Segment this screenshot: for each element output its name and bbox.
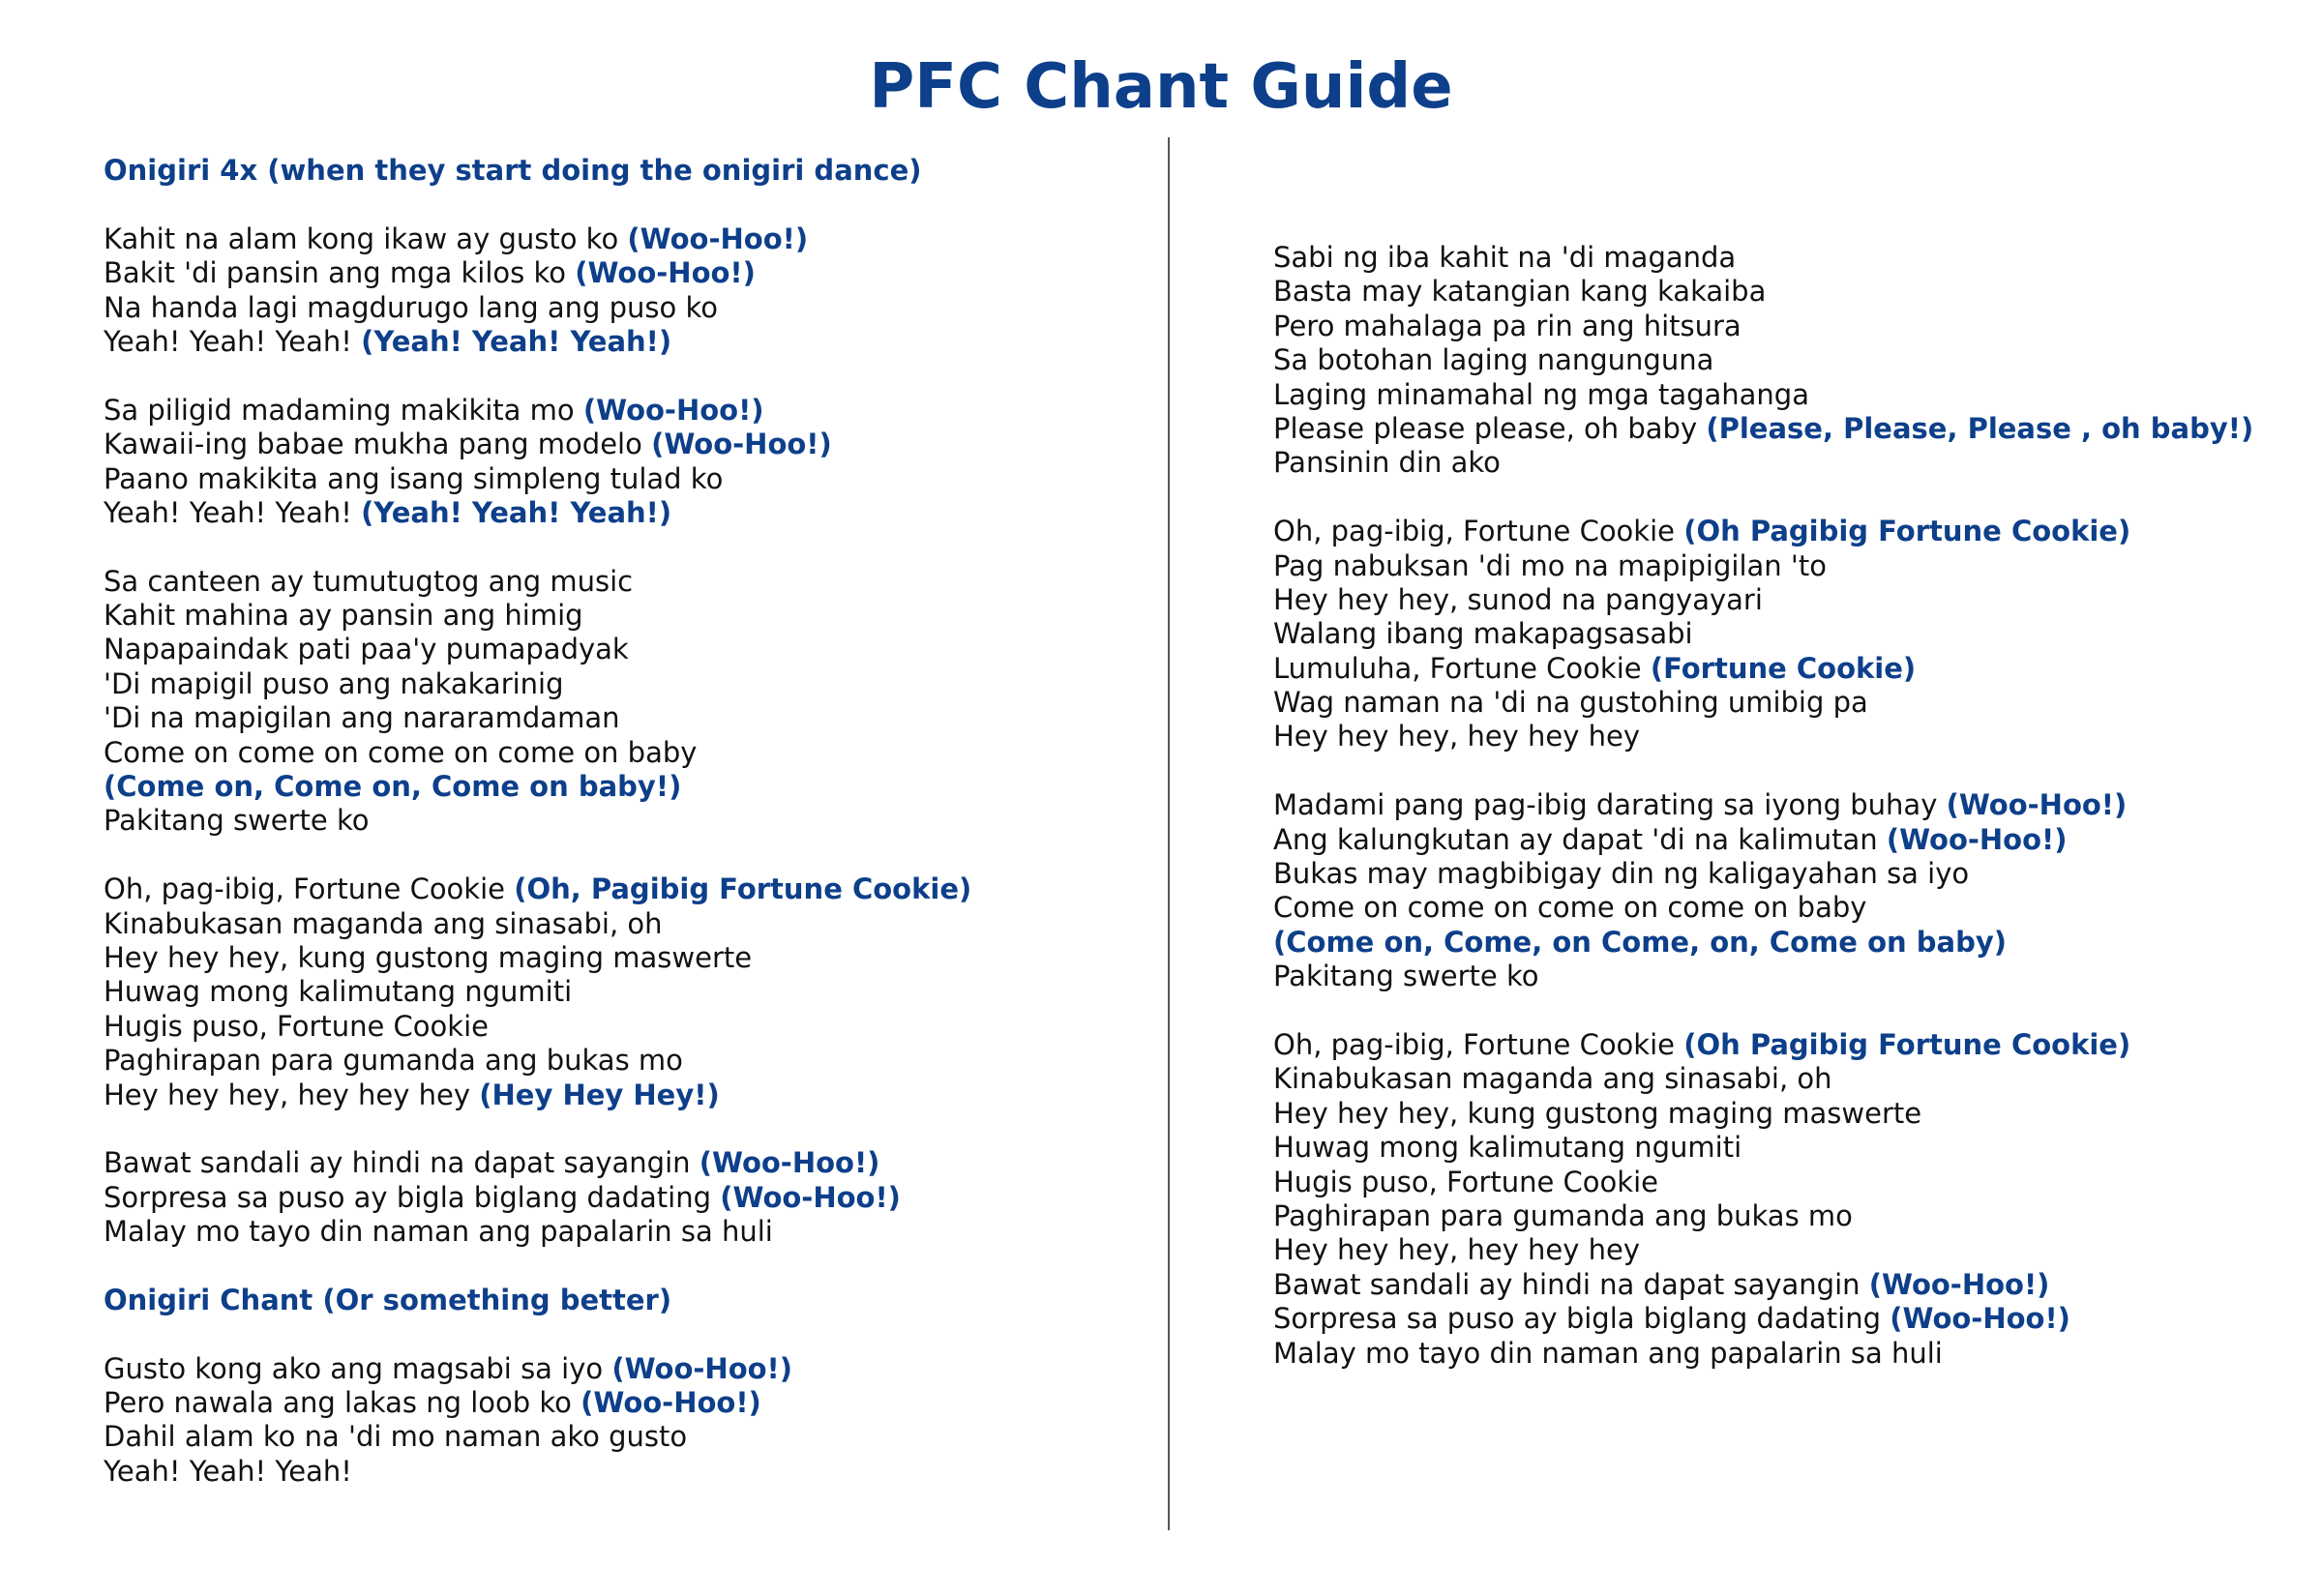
lyric-line <box>104 1181 971 1215</box>
chant-response: (Woo-Hoo!) <box>699 1146 880 1180</box>
chant-response: (Woo-Hoo!) <box>720 1180 901 1214</box>
lyric-line <box>1273 275 2253 309</box>
lyric-text: Sorpresa sa puso ay bigla biglang dadating <box>1273 1302 1890 1336</box>
lyric-text: Sabi ng iba kahit na 'di maganda <box>1273 241 1737 274</box>
lyric-text: Hey hey hey, hey hey hey <box>1273 720 1641 754</box>
section-heading <box>104 1284 971 1317</box>
lyric-text: Please please please, oh baby <box>1273 411 1707 445</box>
lyric-line <box>104 633 971 666</box>
lyric-line <box>1273 686 2253 720</box>
stanza-gap <box>1273 481 2253 515</box>
stanza-gap <box>104 359 971 393</box>
lyric-text: Oh, pag-ibig, Fortune Cookie <box>104 872 515 906</box>
lyric-line <box>104 1146 971 1180</box>
chant-response: (Please, Please, Please , oh baby!) <box>1706 411 2254 445</box>
chant-response: (Oh Pagibig Fortune Cookie) <box>1683 1027 2131 1061</box>
lyric-line <box>104 1386 971 1420</box>
lyric-text: Malay mo tayo din naman ang papalarin sa huli <box>1273 1336 1943 1370</box>
stanza-gap <box>104 1112 971 1146</box>
lyric-text: Hey hey hey, sunod na pangyayari <box>1273 582 1763 616</box>
lyric-text: Yeah! Yeah! Yeah! <box>104 1454 352 1488</box>
lyric-line <box>1273 1166 2253 1199</box>
lyric-text: Sa piligid madaming makikita mo <box>104 393 583 427</box>
lyric-text: Hugis puso, Fortune Cookie <box>104 1009 489 1043</box>
lyric-line <box>1273 412 2253 446</box>
lyric-text: Walang ibang makapagsasabi <box>1273 617 1693 651</box>
lyric-line <box>104 291 971 325</box>
lyric-text: Yeah! Yeah! Yeah! <box>104 495 362 529</box>
lyric-text: Oh, pag-ibig, Fortune Cookie <box>1273 1027 1684 1061</box>
lyric-text: 'Di na mapigilan ang nararamdaman <box>104 701 620 735</box>
lyric-text: Come on come on come on come on baby <box>104 735 698 769</box>
lyric-line <box>1273 446 2253 480</box>
lyric-text: Laging minamahal ng mga tagahanga <box>1273 377 1809 411</box>
lyric-line <box>1273 310 2253 343</box>
chant-response: (Woo-Hoo!) <box>1868 1267 2050 1301</box>
chant-response: (Come on, Come, on Come, on, Come on baby) <box>1273 925 2007 959</box>
lyric-line <box>104 975 971 1009</box>
lyric-text: Wag naman na 'di na gustohing umibig pa <box>1273 686 1868 720</box>
chant-response: (Hey Hey Hey!) <box>479 1078 720 1111</box>
lyric-text: Pero nawala ang lakas ng loob ko <box>104 1386 581 1420</box>
chant-response: (Fortune Cookie) <box>1650 651 1917 685</box>
lyric-text: Gusto kong ako ang magsabi sa iyo <box>104 1351 612 1385</box>
lyric-text: Huwag mong kalimutang ngumiti <box>1273 1131 1742 1165</box>
lyric-line <box>104 428 971 461</box>
lyric-text: Oh, pag-ibig, Fortune Cookie <box>1273 515 1684 548</box>
lyric-text: Pero mahalaga pa rin ang hitsura <box>1273 309 1742 342</box>
lyric-line <box>104 1044 971 1078</box>
lyric-text: Hey hey hey, hey hey hey <box>104 1078 480 1111</box>
lyric-line <box>1273 1062 2253 1096</box>
lyric-line <box>1273 549 2253 583</box>
lyric-text: Malay mo tayo din naman ang papalarin sa huli <box>104 1215 773 1249</box>
lyric-line <box>104 907 971 941</box>
lyric-line <box>1273 652 2253 686</box>
lyric-text: Basta may katangian kang kakaiba <box>1273 275 1767 309</box>
chant-response: (Woo-Hoo!) <box>1946 788 2128 822</box>
lyric-line <box>104 222 971 256</box>
stanza-gap <box>1273 754 2253 788</box>
lyric-line <box>1273 720 2253 754</box>
chant-response: (Woo-Hoo!) <box>1886 822 2068 856</box>
lyric-text: Lumuluha, Fortune Cookie <box>1273 651 1651 685</box>
lyric-line <box>104 701 971 735</box>
lyric-text: Pakitang swerte ko <box>1273 960 1539 993</box>
lyric-text: Bakit 'di pansin ang mga kilos ko <box>104 256 576 290</box>
lyric-text: Sa botohan laging nangunguna <box>1273 343 1714 377</box>
lyric-line <box>104 496 971 530</box>
lyric-line <box>1273 891 2253 925</box>
lyric-line <box>104 565 971 599</box>
lyric-line <box>1273 1199 2253 1233</box>
lyric-line <box>1273 515 2253 548</box>
lyric-line <box>104 394 971 428</box>
lyric-line <box>104 770 971 804</box>
lyric-line <box>104 804 971 838</box>
lyric-line <box>1273 1337 2253 1371</box>
lyric-line <box>104 325 971 359</box>
lyric-line <box>1273 617 2253 651</box>
lyric-text: Kinabukasan maganda ang sinasabi, oh <box>104 906 663 940</box>
lyric-line <box>1273 960 2253 993</box>
chant-response: (Woo-Hoo!) <box>582 393 764 427</box>
lyric-text: Huwag mong kalimutang ngumiti <box>104 975 573 1009</box>
chant-response: (Yeah! Yeah! Yeah!) <box>361 324 672 358</box>
chant-response: (Woo-Hoo!) <box>651 428 832 461</box>
chant-response: (Come on, Come on, Come on baby!) <box>104 770 682 804</box>
chant-response: (Woo-Hoo!) <box>627 222 809 255</box>
chant-response: (Oh, Pagibig Fortune Cookie) <box>514 872 972 906</box>
lyric-text: Yeah! Yeah! Yeah! <box>104 324 362 358</box>
chant-response: (Woo-Hoo!) <box>1890 1302 2070 1336</box>
lyric-line <box>1273 583 2253 617</box>
lyric-text: Kinabukasan maganda ang sinasabi, oh <box>1273 1062 1832 1096</box>
lyric-line <box>1273 241 2253 275</box>
lyric-line <box>1273 1028 2253 1062</box>
lyric-text: Madami pang pag-ibig darating sa iyong buhay <box>1273 788 1947 822</box>
stanza-gap <box>104 1250 971 1284</box>
lyric-line <box>104 256 971 290</box>
lyric-line <box>104 1352 971 1386</box>
lyric-line <box>1273 926 2253 960</box>
lyric-text: Come on come on come on come on baby <box>1273 891 1867 925</box>
lyric-text: Pansinin din ako <box>1273 446 1501 480</box>
lyric-line <box>1273 1097 2253 1131</box>
lyric-line <box>104 941 971 975</box>
lyric-text: Bawat sandali ay hindi na dapat sayangin <box>1273 1267 1869 1301</box>
lyric-text: Ang kalungkutan ay dapat 'di na kalimutan <box>1273 822 1887 856</box>
stanza-gap <box>104 1317 971 1351</box>
section-heading-text: Onigiri 4x (when they start doing the onigiri dance) <box>104 154 922 187</box>
lyric-line <box>104 1420 971 1454</box>
lyric-text: Hugis puso, Fortune Cookie <box>1273 1165 1658 1198</box>
lyric-text: Kahit na alam kong ikaw ay gusto ko <box>104 222 628 255</box>
lyric-line <box>104 1215 971 1249</box>
lyric-line <box>1273 1131 2253 1165</box>
lyric-text: Sorpresa sa puso ay bigla biglang dadating <box>104 1180 721 1214</box>
chant-response: (Woo-Hoo!) <box>580 1386 761 1420</box>
chant-response: (Woo-Hoo!) <box>611 1351 793 1385</box>
lyric-line <box>104 599 971 633</box>
chant-response: (Yeah! Yeah! Yeah!) <box>361 495 672 529</box>
column-divider <box>1168 137 1170 1530</box>
lyric-text: Hey hey hey, hey hey hey <box>1273 1233 1641 1267</box>
right-lyrics-column <box>1273 241 2253 1371</box>
section-heading <box>104 154 971 188</box>
lyric-line <box>1273 788 2253 822</box>
lyric-text: Kawaii-ing babae mukha pang modelo <box>104 428 652 461</box>
lyric-line <box>1273 857 2253 891</box>
stanza-gap <box>1273 994 2253 1028</box>
stanza-gap <box>104 839 971 872</box>
lyric-line <box>104 872 971 906</box>
lyric-text: Bukas may magbibigay din ng kaligayahan sa iyo <box>1273 857 1970 891</box>
lyric-line <box>104 1455 971 1489</box>
lyric-text: Hey hey hey, kung gustong maging maswerte <box>104 940 753 974</box>
lyric-line <box>104 1079 971 1112</box>
lyric-text: Dahil alam ko na 'di mo naman ako gusto <box>104 1420 688 1454</box>
lyric-text: Pag nabuksan 'di mo na mapipigilan 'to <box>1273 548 1827 582</box>
lyric-text: Hey hey hey, kung gustong maging maswerte <box>1273 1096 1922 1130</box>
lyric-text: Sa canteen ay tumutugtog ang music <box>104 564 634 598</box>
stanza-gap <box>104 188 971 222</box>
left-lyrics-column <box>104 154 971 1489</box>
lyric-line <box>1273 823 2253 857</box>
lyric-line <box>104 736 971 770</box>
lyric-text: Kahit mahina ay pansin ang himig <box>104 599 583 633</box>
chant-response: (Woo-Hoo!) <box>575 256 756 290</box>
lyric-line <box>1273 378 2253 412</box>
lyric-line <box>1273 1302 2253 1336</box>
lyric-line <box>104 667 971 701</box>
stanza-gap <box>104 530 971 564</box>
lyric-text: Pakitang swerte ko <box>104 804 370 838</box>
lyric-text: Paano makikita ang isang simpleng tulad ko <box>104 461 724 495</box>
page-title: PFC Chant Guide <box>869 51 1453 123</box>
section-heading-text: Onigiri Chant (Or something better) <box>104 1283 672 1316</box>
lyric-line <box>104 462 971 496</box>
lyric-line <box>1273 1268 2253 1302</box>
lyric-text: Napapaindak pati paa'y pumapadyak <box>104 633 629 666</box>
lyric-text: Paghirapan para gumanda ang bukas mo <box>104 1044 683 1078</box>
lyric-line <box>1273 1233 2253 1267</box>
lyric-text: Na handa lagi magdurugo lang ang puso ko <box>104 290 718 324</box>
lyric-text: Bawat sandali ay hindi na dapat sayangin <box>104 1146 700 1180</box>
lyric-text: 'Di mapigil puso ang nakakarinig <box>104 666 564 700</box>
lyric-line <box>1273 343 2253 377</box>
lyric-text: Paghirapan para gumanda ang bukas mo <box>1273 1198 1853 1232</box>
chant-response: (Oh Pagibig Fortune Cookie) <box>1683 515 2131 548</box>
lyric-line <box>104 1010 971 1044</box>
